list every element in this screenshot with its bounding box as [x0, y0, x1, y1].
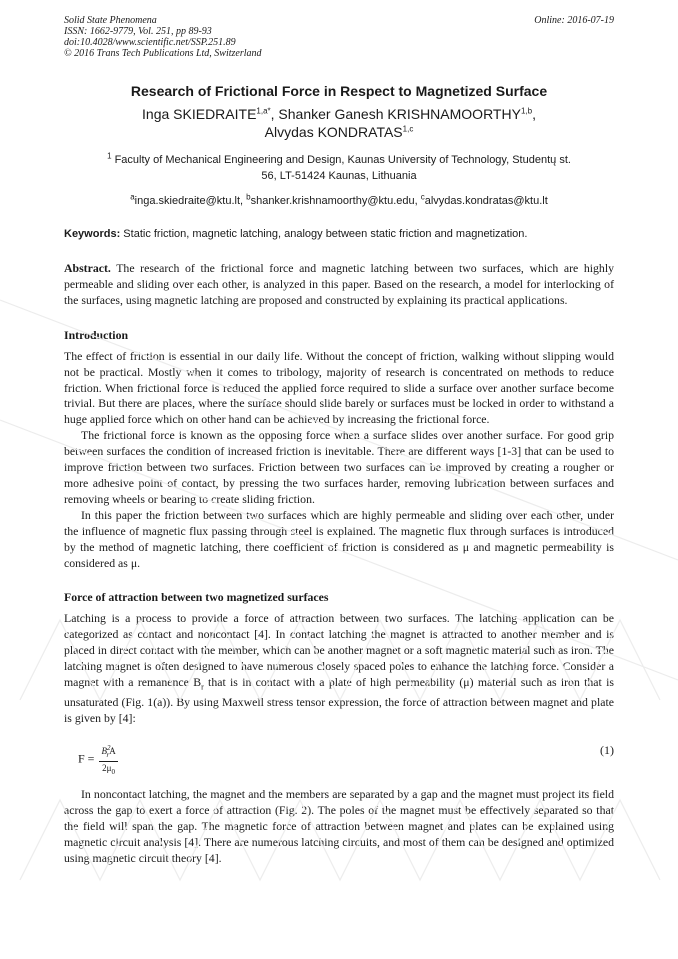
abstract-text: The research of the frictional force and magnetic latching between two surfaces, which are highly permeable and sliding over each other, is analyzed in this paper. Based on the research, a model for interlocking of the surfaces, using magnetic latching are proposed and constructed by explaining its practical applications.: [64, 261, 614, 307]
abstract-label: Abstract.: [64, 261, 111, 275]
affiliation: [64, 152, 614, 184]
author-name: Alvydas KONDRATAS: [264, 124, 403, 140]
email-address: alvydas.kondratas@ktu.lt: [424, 195, 548, 207]
online-date: Online: 2016-07-19: [534, 15, 614, 26]
email-marker: a: [130, 192, 135, 202]
author-name: Inga SKIEDRAITE: [142, 106, 257, 122]
doi-line: doi:10.4028/www.scientific.net/SSP.251.89: [64, 37, 236, 48]
paragraph: In this paper the friction between two surfaces which are highly permeable and sliding over each other, under the influence of magnetic flux passing through steel is explained. The magnetic flux through surfaces is introduced by the method of magnetic latching, there coefficient of friction is considered as μ and magnetic permeability is considered as μ.: [64, 507, 614, 570]
keywords-label: Keywords:: [64, 228, 121, 240]
equation-lhs: F =: [78, 751, 98, 766]
keywords-text: Static friction, magnetic latching, analogy between static friction and magnetization.: [120, 228, 528, 240]
email-marker: b: [246, 192, 251, 202]
fraction-denominator: [99, 762, 117, 777]
paragraph: [64, 611, 614, 727]
email-address: inga.skiedraite@ktu.lt,: [134, 195, 247, 207]
denominator-symbol: 2μ: [102, 762, 112, 773]
keywords: [64, 227, 614, 241]
remanence-subscript: r: [201, 682, 204, 692]
email-marker: c: [420, 192, 425, 202]
section-heading-introduction: Introduction: [64, 327, 129, 342]
author-emails: [64, 194, 614, 209]
affiliation-line: Faculty of Mechanical Engineering and Design, Kaunas University of Technology, Studentų st.: [111, 154, 571, 166]
copyright-line: © 2016 Trans Tech Publications Ltd, Switzerland: [64, 48, 262, 59]
author-affiliation-marker: 1,c: [402, 124, 414, 134]
journal-name: Solid State Phenomena: [64, 15, 157, 26]
journal-header: [64, 0, 614, 64]
author-list: [64, 105, 614, 141]
equation-fraction: [99, 743, 117, 777]
author-affiliation-marker: 1,a*: [256, 106, 271, 116]
numerator-subscript: r: [106, 750, 110, 759]
author-name: , Shanker Ganesh KRISHNAMOORTHY: [270, 106, 521, 122]
issn-line: ISSN: 1662-9779, Vol. 251, pp 89-93: [64, 26, 212, 37]
author-separator: ,: [532, 106, 536, 122]
affiliation-line: 56, LT-51424 Kaunas, Lithuania: [261, 170, 417, 182]
numerator-area: A: [109, 746, 116, 757]
fraction-numerator: [99, 743, 117, 762]
paragraph-text: that is in contact with a plate of high permeability (μ) material such as iron that is unsaturated (Fig. 1(a)). By using Maxwell stress tensor expression, the force of attraction between magnet and plate is given by [4]:: [64, 675, 614, 726]
numerator-symbol: B: [101, 746, 107, 757]
paragraph: In noncontact latching, the magnet and the members are separated by a gap and the magnet must project its field across the gap to exert a force of attraction (Fig. 2). The poles of the magnet must be effectively separated so that the field will span the gap. The magnetic force of attraction between magnet and plates can be explained using magnetic circuit analysis [4]. There are numerous latching circuits, and most of them can be designed and optimized using magnetic circuit theory [4].: [64, 787, 614, 865]
email-address: shanker.krishnamoorthy@ktu.edu,: [250, 195, 421, 207]
paragraph: The frictional force is known as the opposing force when a surface slides over another surface. For good grip between surfaces the condition of increased friction is inevitable. There are different ways [1-3] that can be used to improve friction between two surfaces. Friction between two surfaces can be improved by creating a rougher or more adhesive point of contact, by pressing the two surfaces harder, removing lubrication between surfaces and removing wheels or bearing to create sliding friction.: [64, 428, 614, 506]
denominator-subscript: 0: [111, 767, 115, 776]
affiliation-marker: 1: [107, 151, 112, 161]
author-affiliation-marker: 1,b: [520, 106, 533, 116]
section-heading-force: Force of attraction between two magnetized surfaces: [64, 590, 329, 605]
paper-title: Research of Frictional Force in Respect to Magnetized Surface: [130, 83, 548, 99]
paragraph: The effect of friction is essential in our daily life. Without the concept of friction, walking without slipping would not be practical. Mostly when it comes to tribology, majority of research is concentrated on methods to reduce friction. When frictional force is reduced the applied force required to slide a surface over another surface become trivial. But there are places, where the surface should slide barely or surfaces must be locked in order to withstand a huge applied force which on other hand can be achieved by increasing the frictional force.: [64, 348, 614, 427]
numerator-power: 2: [106, 744, 111, 753]
equation-number: (1): [600, 743, 614, 758]
abstract: [64, 261, 614, 309]
paragraph-text: Latching is a process to provide a force of attraction between two surfaces. The latching application can be categorized as contact and noncontact [4]. In contact latching the magnet is attracted to another member and is placed in direct contact with the member, which can be another magnet or a soft magnetic material such as iron. The latching magnet is often designed to have numerous closely spaced poles to enhance the latching force. Consider a magnet with a remanence B: [64, 611, 614, 690]
